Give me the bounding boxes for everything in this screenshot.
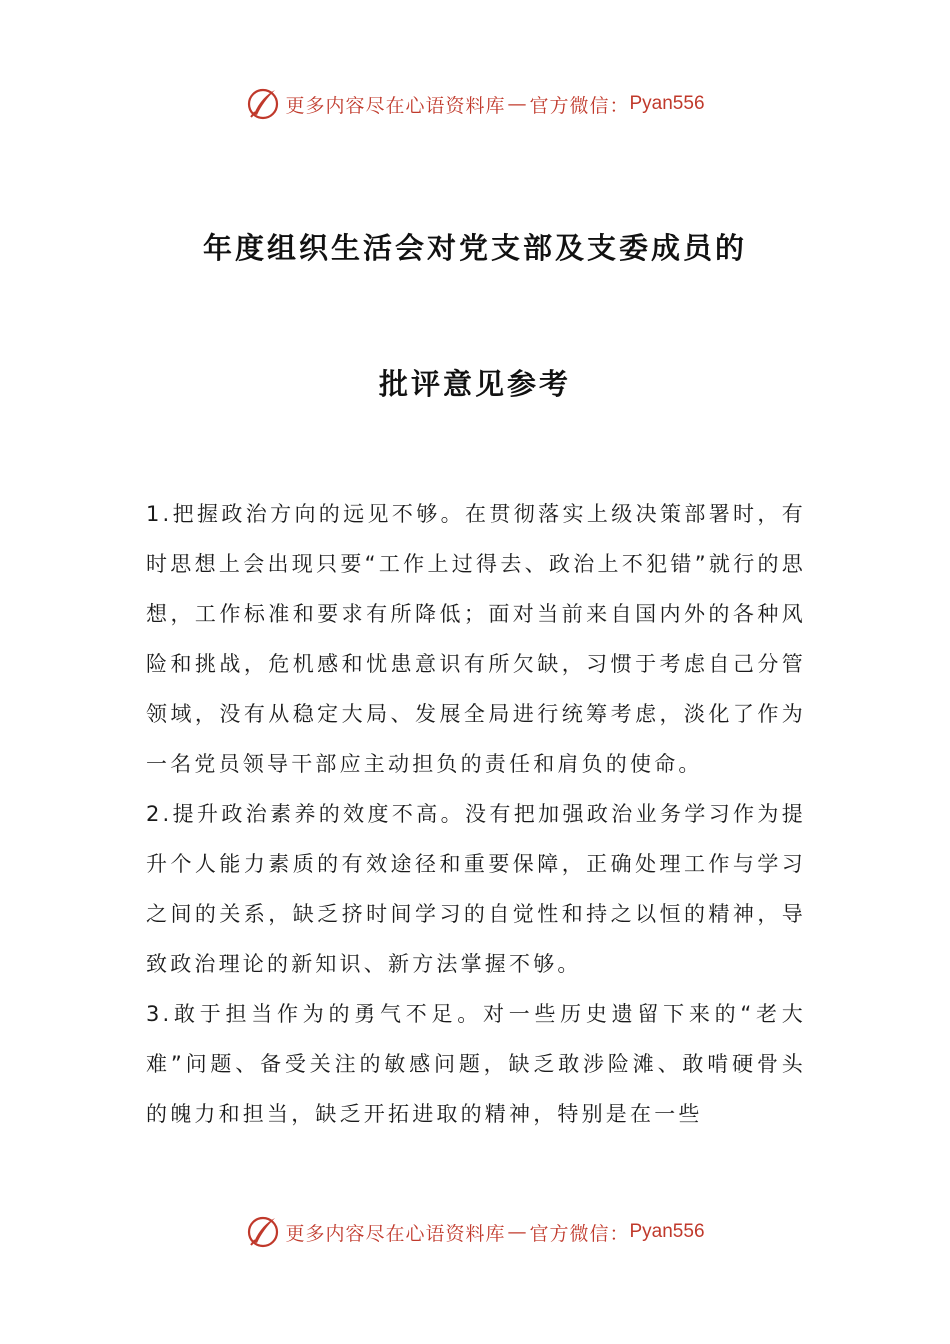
feather-pen-circle-icon	[245, 86, 281, 122]
document-title-line-2: 批评意见参考	[378, 367, 571, 401]
banner-site-text: 更多内容尽在心语资料库	[285, 94, 506, 117]
feather-pen-circle-icon	[245, 1214, 281, 1250]
document-title-line-1: 年度组织生活会对党支部及支委成员的	[202, 231, 747, 265]
banner-official-text: 官方微信：	[529, 1222, 630, 1245]
paragraph-3: 3.敢于担当作为的勇气不足。对一些历史遗留下来的“老大难”问题、备受关注的敏感问题，缺乏敢涉险滩、敢啃硬骨头的魄力和担当，缺乏开拓进取的精神，特别是在一些	[146, 1002, 806, 1126]
banner-wechat-id: Pyan556	[629, 1221, 705, 1242]
paragraph-2: 2.提升政治素养的效度不高。没有把加强政治业务学习作为提升个人能力素质的有效途径和重要保障，正确处理工作与学习之间的关系，缺乏挤时间学习的自觉性和持之以恒的精神，导致政治理论的新知识、新方法掌握不够。	[146, 802, 806, 976]
banner-dash: —	[507, 93, 528, 115]
banner-dash: —	[507, 1221, 528, 1243]
footer-banner	[0, 1212, 950, 1252]
paragraph-1: 1.把握政治方向的远见不够。在贯彻落实上级决策部署时，有时思想上会出现只要“工作上过得去、政治上不犯错”就行的思想，工作标准和要求有所降低；面对当前来自国内外的各种风险和挑战，危机感和忧患意识有所欠缺，习惯于考虑自己分管领域，没有从稳定大局、发展全局进行统筹考虑，淡化了作为一名党员领导干部应主动担负的责任和肩负的使命。	[146, 502, 806, 776]
banner-site-text: 更多内容尽在心语资料库	[285, 1222, 506, 1245]
document-body	[146, 489, 806, 1139]
header-banner	[0, 84, 950, 124]
banner-official-text: 官方微信：	[529, 94, 630, 117]
banner-wechat-id: Pyan556	[629, 93, 705, 114]
